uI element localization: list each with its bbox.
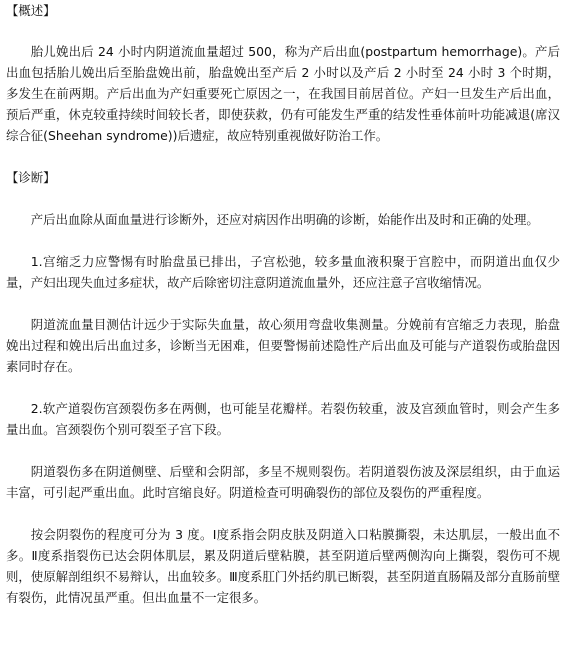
spacer	[6, 377, 560, 398]
spacer	[6, 188, 560, 209]
paragraph-uterine-atony: 1.宫缩乏力应警惕有时胎盘虽已排出，子宫松弛，较多量血液积聚于宫腔中，而阴道出血仅少量，产妇出现失血过多症状，故产后除密切注意阴道流血量外，还应注意子宫收缩情况。	[6, 254, 560, 290]
paragraph-blood-loss-estimation: 阴道流血量目测估计远少于实际失血量，故心须用弯盘收集测量。分娩前有宫缩乏力表现，胎盘娩出过程和娩出后出血过多，诊断当无困难，但要警惕前述隐性产后出血及可能与产道裂伤或胎盘因素同时存在。	[6, 317, 560, 374]
spacer	[6, 230, 560, 251]
spacer	[6, 440, 560, 461]
section-heading-diagnosis: 【诊断】	[6, 170, 56, 185]
spacer	[6, 146, 560, 167]
spacer	[6, 293, 560, 314]
section-heading-overview: 【概述】	[6, 3, 56, 18]
paragraph-definition: 胎儿娩出后 24 小时内阴道流血量超过 500，称为产后出血(postpartum hemorrhage)。产后出血包括胎儿娩出后至胎盘娩出前，胎盘娩出至产后 2 小时以及产后 2 小时至 24 小时 3 个时期，多发生在前两期。产后出血为产妇重要死亡原因之一，在我国目前居首位。产妇一旦发生产后出血，预后严重，休克较重持续时间较长者，即使获救，仍有可能发生严重的结发性垂体前叶功能减退(席汉综合征(Sheehan syndrome))后遗症，故应特别重视做好防治工作。	[6, 44, 560, 143]
paragraph-birth-canal-laceration: 2.软产道裂伤宫颈裂伤多在两侧，也可能呈花瓣样。若裂伤较重，波及宫颈血管时，则会产生多量出血。宫颈裂伤个别可裂至子宫下段。	[6, 401, 560, 437]
paragraph-perineal-laceration-degrees: 按会阴裂伤的程度可分为 3 度。Ⅰ度系指会阴皮肤及阴道入口粘膜撕裂，未达肌层，一般出血不多。Ⅱ度系指裂伤已达会阴体肌层，累及阴道后壁粘膜，甚至阴道后壁两侧沟向上撕裂，裂伤可不规则，使原解剖组织不易辩认，出血较多。Ⅲ度系肛门外括约肌已断裂，甚至阴道直肠隔及部分直肠前壁有裂伤，此情况虽严重。但出血量不一定很多。	[6, 527, 560, 605]
spacer	[6, 21, 560, 41]
paragraph-diagnosis-intro: 产后出血除从面血量进行诊断外，还应对病因作出明确的诊断，始能作出及时和正确的处理。	[30, 212, 539, 227]
paragraph-vaginal-laceration: 阴道裂伤多在阴道侧壁、后壁和会阴部，多呈不规则裂伤。若阴道裂伤波及深层组织，由于血运丰富，可引起严重出血。此时宫缩良好。阴道检查可明确裂伤的部位及裂伤的严重程度。	[6, 464, 560, 500]
spacer	[6, 503, 560, 524]
